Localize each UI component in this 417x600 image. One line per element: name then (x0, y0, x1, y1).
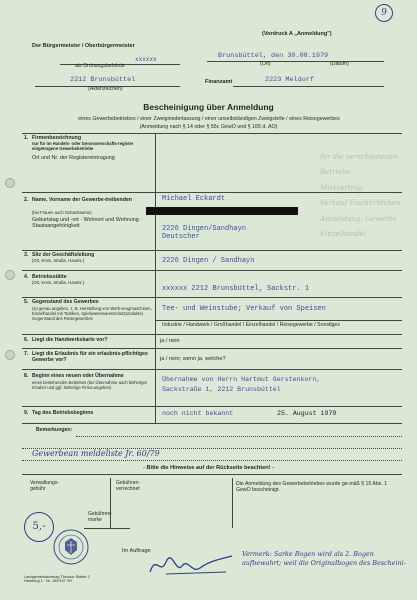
verwaltung-label: Verwaltungs-gebühr (30, 480, 59, 492)
im-auftrag-label: Im Auftrage (122, 548, 151, 554)
place-date-value: Brunsbüttel, den 30.08.1979 (218, 52, 329, 60)
ort-label: (Ort) (260, 61, 271, 67)
row-1-extra: Ort und Nr. der Registereintragung (32, 155, 115, 161)
row-4-value: xxxxxx 2212 Brunsbüttel, Sackstr. 1 (162, 285, 310, 293)
row-5-options: Industrie / Handwerk / Großhandel / Einzelhandel / Reisegewerbe / Sonstiges (162, 322, 340, 328)
aktenzeichen-label: (Aktenzeichen) (88, 86, 123, 92)
vermerk-handwritten: Vermerk: Sarke Bogen wird als 2. Bogen aufbewahrt; weil die Originalbogen des Bescheini- (242, 550, 406, 568)
datum-label: (Datum) (330, 61, 349, 67)
row-5-value: Tee- und Weinstube; Verkauf von Speisen (162, 305, 326, 313)
aktenzeichen-value: 2212 Brunsbüttel (70, 76, 136, 84)
vordruck-label: (Vordruck A „Anmeldung") (262, 31, 332, 37)
row-5-sub: (so genau angeben, z. B. Herstellung von Werk-zeugmaschinen, Einzelhandel mit Textilien, Spielwarenwarenschutzprodukte) Gegenstand des Reisegewerbes (32, 306, 152, 321)
bleed-note: Einzelhandel (320, 229, 366, 238)
row-1-label: Firmenbezeichnung (32, 135, 81, 141)
row-4-number: 4. (24, 274, 29, 280)
row-4-label: Betriebsstätte (32, 274, 67, 280)
row-2-address-value: 2226 Dingen/Sandhayn (162, 225, 247, 233)
fee-stamp: 5,- (24, 512, 54, 542)
row-6-value: ja / nein (160, 338, 180, 344)
row-3-sub: (Ort, Kreis, Straße, Hausnr.) (32, 258, 85, 263)
row-8-value: Übernahme von Herrn Hartmut Gerstenkorn, (162, 376, 321, 383)
row-1-number: 1. (24, 135, 29, 141)
row-3-number: 3. (24, 252, 29, 258)
row-1-sub: nur für im Handels- oder Genossenschafts-register eingetragene Gewerbebetriebe (32, 141, 134, 151)
printer-imprint: Landgemeindeverlag Theodor Stelter 2 Hamburg 1 · Nr. 199/107 SH (24, 575, 90, 584)
corner-number: 9 (375, 4, 393, 22)
row-2-label: Name, Vorname der Gewerbe-treibenden (32, 197, 132, 203)
row-5-label: Gegenstand des Gewerbes (32, 299, 99, 305)
row-2-number: 2. (24, 197, 29, 203)
row-7-value: ja / nein; wenn ja, welche? (160, 356, 226, 362)
bleed-through-notes (320, 150, 410, 242)
finanzamt-label: Finanzamt (205, 79, 233, 85)
row-2-extra: Geburtstag und -ort · Wohnort und Wohnung · Staatsangehörigkeit (32, 217, 143, 230)
handwritten-note: Gewerbean meldeliste Jr. 60/79 (32, 449, 160, 458)
signature-icon (146, 548, 236, 580)
row-5-number: 5. (24, 299, 29, 305)
anmeldung-bescheinigt-text: Die Anmeldung des Gewerbebetriebes wurde ge-mäß § 15 Abs. 1 GewO bescheinigt. (236, 481, 388, 493)
row-8-value-2: Sackstraße 1, 2212 Brunsbüttel (162, 386, 281, 393)
document-legal-ref: (Anmeldung nach § 14 oder § 55c GewO und § 165 d. AO) (139, 124, 278, 130)
row-9-number: 9. (24, 410, 29, 416)
authority-label: Der Bürgermeister / Oberbürgermeister (32, 43, 135, 49)
bleed-note: Anmeldung: Gewerbe (320, 214, 397, 223)
document-subtitle: eines Gewerbebetriebes / einer Zweigniederlassung / einer unselbständigen Zweigstelle / eines Reisegewerbes (78, 116, 340, 122)
row-4-sub: (Ort, Kreis, Straße, Hausnr.) (32, 280, 85, 285)
authority-value: xxxxxx (135, 56, 157, 63)
row-2-sub: (bei Frauen auch Geburtsname) (32, 210, 92, 215)
row-9-label: Tag des Betriebsbeginns (32, 410, 94, 416)
row-8-label: Beginn eines neuen oder Übernahme (32, 373, 124, 379)
row-6-label: Liegt die Handwerkskarte vor? (32, 337, 108, 343)
row-8-number: 8. (24, 373, 29, 379)
row-7-label: Liegt die Erlaubnis für ein erlaubnis-pflichtiges Gewerbe vor? (32, 351, 148, 363)
row-6-number: 6. (24, 337, 29, 343)
row-9-value: noch nicht bekannt (162, 410, 234, 417)
gebuehren-marke-label: Gebühren-marke (88, 511, 112, 523)
row-7-number: 7. (24, 351, 29, 357)
row-9-date-value: 25. August 1979 (277, 410, 337, 417)
official-seal-icon (52, 528, 90, 566)
document-title: Bescheinigung über Anmeldung (143, 102, 274, 112)
bleed-note: für die verschiedenen Betriebe (320, 153, 398, 177)
row-2-nationality-value: Deutscher (162, 233, 200, 241)
bemerkungen-label: Bemerkungen: (36, 427, 73, 433)
punch-hole (5, 178, 15, 188)
hinweis-text: - Bitte die Hinweise auf der Rückseite beachten! - (143, 465, 274, 471)
redaction-bar (146, 207, 298, 215)
ordnungsbehoerde-label: als Ordnungsbehörde (75, 63, 125, 69)
punch-hole (5, 270, 15, 280)
row-3-value: 2226 Dingen / Sandhayn (162, 257, 255, 265)
finanzamt-value: 2223 Meldorf (265, 76, 314, 84)
row-2-name-value: Michael Eckardt (162, 195, 226, 203)
bleed-note: Verkauf Fischbrötchen (320, 199, 401, 208)
row-3-label: Sitz der Geschäftsleitung (32, 252, 95, 258)
row-8-sub: eines bestehenden Betriebes (bei Übernahme auch bisheriger Inhaber und ggf. bisherige Firma angeben) (32, 380, 148, 390)
bleed-note: Mietvertrag (320, 183, 363, 192)
punch-hole (5, 350, 15, 360)
gebuehren-label: Gebühren-verrechnet (116, 480, 140, 492)
